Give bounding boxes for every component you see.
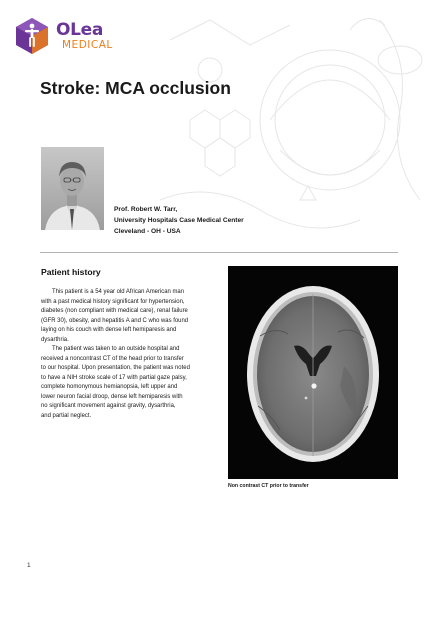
olea-logo-mark-icon — [14, 17, 50, 55]
history-line: complete homonymous hemianopsia, left upper and — [41, 384, 178, 390]
ct-scan-image — [228, 266, 398, 479]
history-line: (GFR 30), obesity, and hepatitis A and C who was found — [41, 317, 189, 324]
history-line: lower neuron facial droop, dense left hemiparesis with — [41, 393, 183, 400]
history-line: to our hospital. Upon presentation, the patient was noted — [41, 365, 190, 371]
history-line: This patient is a 54 year old African American man — [52, 289, 185, 295]
logo-subtitle: MEDICAL — [62, 39, 113, 51]
section-divider — [40, 252, 398, 253]
page-number: 1 — [27, 562, 31, 569]
history-paragraph-2 — [41, 345, 221, 421]
history-paragraph-1 — [41, 288, 221, 345]
history-line: received a noncontrast CT of the head prior to transfer — [41, 355, 184, 362]
patient-history-text — [41, 288, 221, 421]
history-line: The patient was taken to an outside hospital and — [52, 346, 180, 352]
history-line: and partial neglect. — [41, 412, 92, 419]
author-block — [114, 205, 244, 237]
section-heading: Patient history — [41, 267, 101, 277]
figure-caption: Non contrast CT prior to transfer — [228, 483, 309, 489]
author-portrait-photo — [41, 147, 104, 230]
author-location: Cleveland - OH - USA — [114, 227, 181, 235]
author-affiliation: University Hospitals Case Medical Center — [114, 216, 244, 224]
history-line: diabetes (non compliant with medical care), renal failure — [41, 308, 188, 314]
logo-wordmark: OLea — [56, 20, 104, 40]
history-line: dysarthria. — [41, 336, 69, 343]
author-name: Prof. Robert W. Tarr, — [114, 206, 178, 213]
page-title: Stroke: MCA occlusion — [40, 78, 231, 98]
history-line: no significant movement against gravity, dysarthria, — [41, 403, 176, 409]
history-line: laying on his couch with dense left hemiparesis and — [41, 327, 177, 333]
olea-medical-logo — [14, 17, 124, 57]
history-line: with a past medical history significant for hypertension, — [41, 298, 185, 305]
history-line: to have a NIH stroke scale of 17 with partial gaze palsy, — [41, 374, 187, 381]
